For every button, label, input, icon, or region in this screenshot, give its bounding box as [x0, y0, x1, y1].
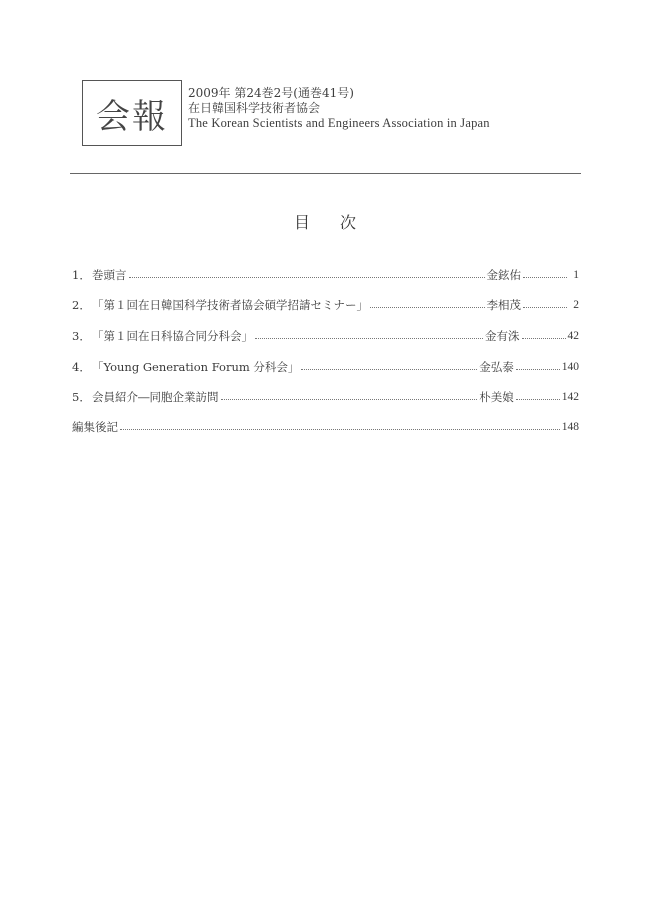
- leader-dots: [516, 369, 560, 370]
- header-divider: [70, 173, 581, 174]
- toc-entry-page: 148: [561, 421, 579, 433]
- leader-dots: [523, 277, 567, 278]
- toc-entry-number: 3．: [72, 329, 91, 343]
- leader-dots: [370, 307, 485, 308]
- toc-entry-editorial[interactable]: [72, 419, 579, 435]
- leader-dots: [129, 277, 485, 278]
- leader-dots: [301, 369, 477, 370]
- toc-entry-page: 142: [561, 391, 579, 403]
- toc-entry-author: 金弘泰: [479, 360, 514, 374]
- toc-entry-number: 5．: [72, 390, 91, 404]
- toc-entry-2[interactable]: [72, 297, 579, 313]
- toc-entry-number: 4．: [72, 360, 91, 374]
- leader-dots: [522, 338, 566, 339]
- toc-entry-author: 李相茂: [486, 298, 521, 312]
- toc-entry-number: 2．: [72, 298, 91, 312]
- leader-dots: [523, 307, 567, 308]
- toc-entry-5[interactable]: [72, 389, 579, 405]
- toc-entry-1[interactable]: [72, 267, 579, 283]
- toc-entry-title: 会員紹介―同胞企業訪問: [92, 390, 219, 404]
- leader-dots: [221, 399, 478, 400]
- leader-dots: [255, 338, 483, 339]
- toc-title: 目次: [293, 213, 386, 232]
- toc-entry-title: 「第１回在日韓国科学技術者協会碩学招請セミナー」: [92, 298, 368, 312]
- leader-dots: [120, 429, 560, 430]
- toc-entry-number: 1．: [72, 268, 91, 282]
- toc-entry-author: 朴美娘: [479, 390, 514, 404]
- org-name-japanese: 在日韓国科学技術者協会: [188, 101, 321, 115]
- toc-entry-3[interactable]: [72, 328, 579, 344]
- journal-logo: 会報: [82, 80, 182, 146]
- toc-entry-page: 1: [573, 269, 579, 281]
- org-name-english: The Korean Scientists and Engineers Association in Japan: [188, 116, 490, 130]
- leader-dots: [516, 399, 560, 400]
- toc-entry-author: 金有洙: [485, 329, 520, 343]
- toc-entry-title: 「第１回在日科協合同分科会」: [92, 329, 253, 343]
- journal-header: [82, 80, 582, 150]
- toc-entry-title: 巻頭言: [92, 268, 127, 282]
- toc-entry-title: 「Young Generation Forum 分科会」: [92, 360, 300, 374]
- toc-entry-page: 42: [567, 330, 579, 342]
- toc-entry-4[interactable]: [72, 359, 579, 375]
- toc-entry-page: 2: [573, 299, 579, 311]
- issue-line: 2009年 第24巻2号(通巻41号): [188, 86, 354, 100]
- toc-entry-page: 140: [561, 361, 579, 373]
- toc-entry-title: 編集後記: [72, 420, 118, 434]
- publication-info: [188, 86, 490, 131]
- toc-entry-author: 金鉉佑: [486, 268, 521, 282]
